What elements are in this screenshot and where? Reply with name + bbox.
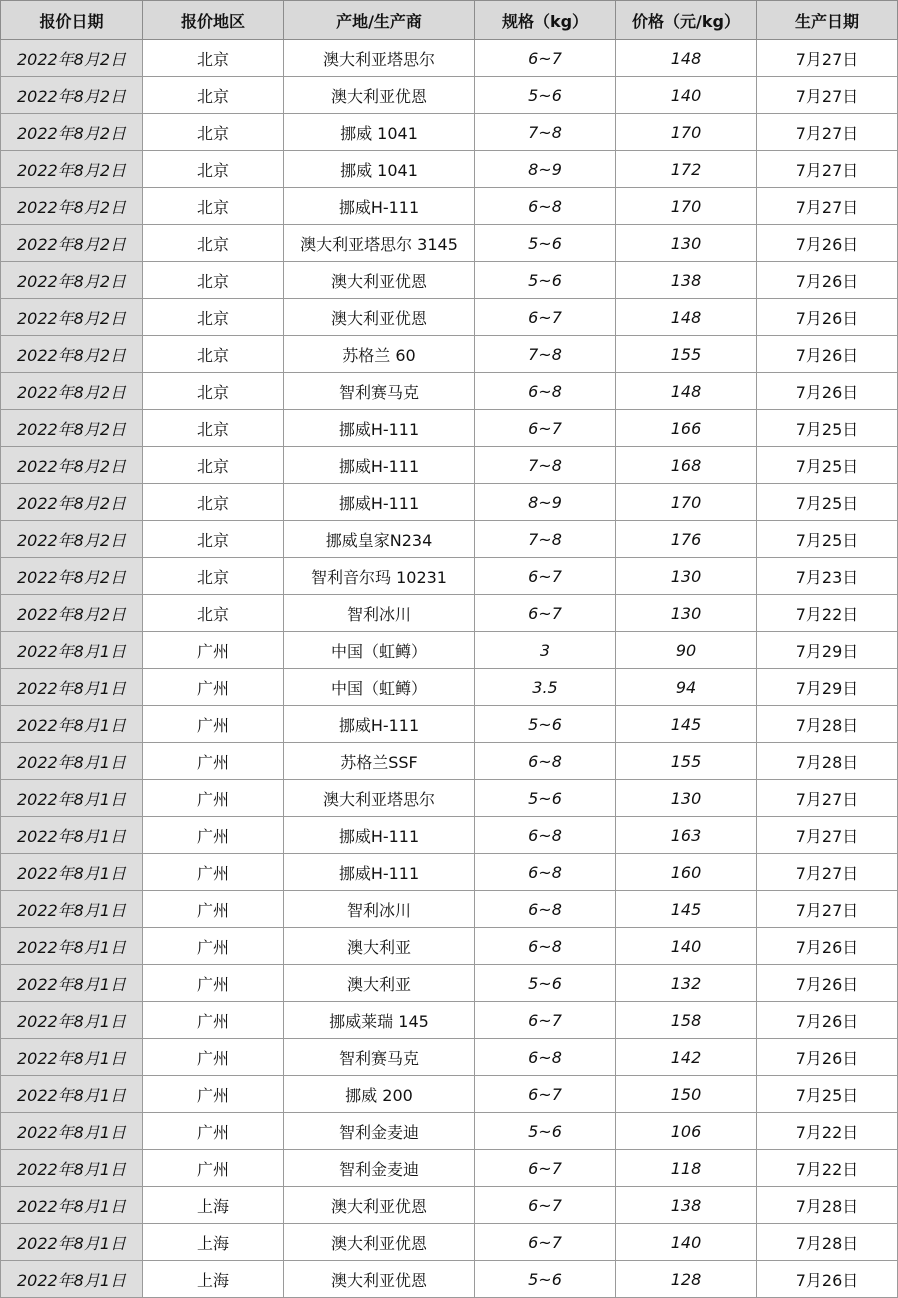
price-cell: 150 <box>616 1076 757 1113</box>
producer-cell: 澳大利亚优恩 <box>284 299 475 336</box>
price-cell: 155 <box>616 743 757 780</box>
producer-cell: 智利冰川 <box>284 595 475 632</box>
producer-cell: 挪威H-111 <box>284 188 475 225</box>
spec-cell: 6~7 <box>475 410 616 447</box>
region-cell: 广州 <box>143 743 284 780</box>
table-row <box>1 965 898 1002</box>
region-cell: 上海 <box>143 1261 284 1298</box>
producer-cell: 苏格兰 60 <box>284 336 475 373</box>
production-date-cell: 7月26日 <box>757 373 898 410</box>
price-cell: 128 <box>616 1261 757 1298</box>
spec-cell: 6~7 <box>475 299 616 336</box>
table-row <box>1 410 898 447</box>
price-cell: 138 <box>616 1187 757 1224</box>
spec-cell: 7~8 <box>475 447 616 484</box>
production-date-cell: 7月25日 <box>757 521 898 558</box>
region-cell: 北京 <box>143 114 284 151</box>
price-cell: 132 <box>616 965 757 1002</box>
region-cell: 北京 <box>143 77 284 114</box>
price-cell: 160 <box>616 854 757 891</box>
region-cell: 北京 <box>143 336 284 373</box>
producer-cell: 挪威H-111 <box>284 410 475 447</box>
spec-cell: 6~7 <box>475 595 616 632</box>
header-quote-region: 报价地区 <box>143 1 284 40</box>
spec-cell: 5~6 <box>475 77 616 114</box>
table-row <box>1 706 898 743</box>
spec-cell: 5~6 <box>475 780 616 817</box>
region-cell: 北京 <box>143 558 284 595</box>
spec-cell: 6~8 <box>475 188 616 225</box>
production-date-cell: 7月26日 <box>757 1002 898 1039</box>
quote-date-cell: 2022年8月1日 <box>1 1187 143 1224</box>
producer-cell: 智利冰川 <box>284 891 475 928</box>
spec-cell: 6~7 <box>475 40 616 77</box>
header-production-date: 生产日期 <box>757 1 898 40</box>
region-cell: 北京 <box>143 410 284 447</box>
price-cell: 130 <box>616 595 757 632</box>
quote-date-cell: 2022年8月2日 <box>1 225 143 262</box>
quote-date-cell: 2022年8月1日 <box>1 780 143 817</box>
spec-cell: 5~6 <box>475 1113 616 1150</box>
region-cell: 北京 <box>143 151 284 188</box>
spec-cell: 6~8 <box>475 373 616 410</box>
producer-cell: 挪威H-111 <box>284 854 475 891</box>
header-spec-kg: 规格（kg） <box>475 1 616 40</box>
spec-cell: 3.5 <box>475 669 616 706</box>
producer-cell: 挪威 200 <box>284 1076 475 1113</box>
spec-cell: 6~8 <box>475 817 616 854</box>
table-row <box>1 77 898 114</box>
quote-date-cell: 2022年8月1日 <box>1 891 143 928</box>
quote-date-cell: 2022年8月2日 <box>1 114 143 151</box>
table-row <box>1 225 898 262</box>
table-header <box>1 1 898 40</box>
price-cell: 90 <box>616 632 757 669</box>
production-date-cell: 7月23日 <box>757 558 898 595</box>
spec-cell: 6~8 <box>475 743 616 780</box>
quote-date-cell: 2022年8月2日 <box>1 262 143 299</box>
producer-cell: 澳大利亚 <box>284 928 475 965</box>
production-date-cell: 7月27日 <box>757 891 898 928</box>
region-cell: 北京 <box>143 188 284 225</box>
region-cell: 上海 <box>143 1224 284 1261</box>
quote-date-cell: 2022年8月2日 <box>1 299 143 336</box>
producer-cell: 中国（虹鳟） <box>284 669 475 706</box>
producer-cell: 澳大利亚塔思尔 <box>284 780 475 817</box>
price-cell: 172 <box>616 151 757 188</box>
quote-date-cell: 2022年8月2日 <box>1 188 143 225</box>
region-cell: 广州 <box>143 1002 284 1039</box>
price-cell: 106 <box>616 1113 757 1150</box>
table-row <box>1 1076 898 1113</box>
production-date-cell: 7月29日 <box>757 669 898 706</box>
table-row <box>1 114 898 151</box>
region-cell: 北京 <box>143 299 284 336</box>
price-cell: 94 <box>616 669 757 706</box>
producer-cell: 挪威H-111 <box>284 817 475 854</box>
spec-cell: 6~8 <box>475 928 616 965</box>
region-cell: 广州 <box>143 1113 284 1150</box>
production-date-cell: 7月28日 <box>757 743 898 780</box>
producer-cell: 澳大利亚优恩 <box>284 1261 475 1298</box>
price-cell: 130 <box>616 225 757 262</box>
region-cell: 北京 <box>143 373 284 410</box>
table-row <box>1 669 898 706</box>
price-cell: 130 <box>616 780 757 817</box>
table-row <box>1 447 898 484</box>
table-row <box>1 1150 898 1187</box>
table-body <box>1 40 898 1298</box>
region-cell: 北京 <box>143 262 284 299</box>
region-cell: 广州 <box>143 1039 284 1076</box>
price-cell: 140 <box>616 928 757 965</box>
region-cell: 广州 <box>143 632 284 669</box>
production-date-cell: 7月27日 <box>757 40 898 77</box>
table-row <box>1 854 898 891</box>
production-date-cell: 7月25日 <box>757 447 898 484</box>
table-row <box>1 336 898 373</box>
production-date-cell: 7月27日 <box>757 188 898 225</box>
producer-cell: 澳大利亚 <box>284 965 475 1002</box>
price-cell: 170 <box>616 188 757 225</box>
quote-date-cell: 2022年8月2日 <box>1 373 143 410</box>
spec-cell: 6~7 <box>475 558 616 595</box>
price-cell: 148 <box>616 373 757 410</box>
price-cell: 148 <box>616 299 757 336</box>
table-row <box>1 1039 898 1076</box>
production-date-cell: 7月26日 <box>757 225 898 262</box>
production-date-cell: 7月28日 <box>757 706 898 743</box>
quote-date-cell: 2022年8月1日 <box>1 1113 143 1150</box>
quote-date-cell: 2022年8月2日 <box>1 77 143 114</box>
price-cell: 166 <box>616 410 757 447</box>
production-date-cell: 7月27日 <box>757 817 898 854</box>
producer-cell: 中国（虹鳟） <box>284 632 475 669</box>
header-quote-date: 报价日期 <box>1 1 143 40</box>
quote-date-cell: 2022年8月1日 <box>1 854 143 891</box>
price-cell: 140 <box>616 1224 757 1261</box>
region-cell: 北京 <box>143 40 284 77</box>
quote-date-cell: 2022年8月1日 <box>1 1224 143 1261</box>
producer-cell: 苏格兰SSF <box>284 743 475 780</box>
production-date-cell: 7月27日 <box>757 77 898 114</box>
producer-cell: 澳大利亚塔思尔 <box>284 40 475 77</box>
production-date-cell: 7月27日 <box>757 780 898 817</box>
quote-date-cell: 2022年8月2日 <box>1 40 143 77</box>
quote-date-cell: 2022年8月1日 <box>1 928 143 965</box>
price-cell: 168 <box>616 447 757 484</box>
header-price-yuan-per-kg: 价格（元/kg） <box>616 1 757 40</box>
production-date-cell: 7月26日 <box>757 299 898 336</box>
producer-cell: 智利赛马克 <box>284 373 475 410</box>
production-date-cell: 7月29日 <box>757 632 898 669</box>
spec-cell: 6~8 <box>475 1039 616 1076</box>
production-date-cell: 7月27日 <box>757 151 898 188</box>
producer-cell: 挪威H-111 <box>284 484 475 521</box>
price-cell: 170 <box>616 114 757 151</box>
table-row <box>1 521 898 558</box>
producer-cell: 智利金麦迪 <box>284 1113 475 1150</box>
spec-cell: 6~7 <box>475 1002 616 1039</box>
region-cell: 上海 <box>143 1187 284 1224</box>
header-origin-producer: 产地/生产商 <box>284 1 475 40</box>
production-date-cell: 7月25日 <box>757 1076 898 1113</box>
production-date-cell: 7月22日 <box>757 1150 898 1187</box>
production-date-cell: 7月26日 <box>757 965 898 1002</box>
producer-cell: 挪威 1041 <box>284 151 475 188</box>
production-date-cell: 7月25日 <box>757 484 898 521</box>
production-date-cell: 7月26日 <box>757 1261 898 1298</box>
table-row <box>1 1113 898 1150</box>
region-cell: 广州 <box>143 706 284 743</box>
quote-date-cell: 2022年8月1日 <box>1 706 143 743</box>
spec-cell: 6~7 <box>475 1224 616 1261</box>
table-row <box>1 262 898 299</box>
table-row <box>1 632 898 669</box>
price-cell: 148 <box>616 40 757 77</box>
spec-cell: 6~7 <box>475 1187 616 1224</box>
production-date-cell: 7月27日 <box>757 114 898 151</box>
region-cell: 北京 <box>143 595 284 632</box>
quote-date-cell: 2022年8月1日 <box>1 669 143 706</box>
spec-cell: 6~7 <box>475 1150 616 1187</box>
region-cell: 广州 <box>143 928 284 965</box>
price-cell: 140 <box>616 77 757 114</box>
quote-date-cell: 2022年8月1日 <box>1 1002 143 1039</box>
region-cell: 北京 <box>143 447 284 484</box>
region-cell: 广州 <box>143 1076 284 1113</box>
table-row <box>1 484 898 521</box>
quote-date-cell: 2022年8月1日 <box>1 632 143 669</box>
header-row <box>1 1 898 40</box>
quote-date-cell: 2022年8月1日 <box>1 1261 143 1298</box>
spec-cell: 3 <box>475 632 616 669</box>
region-cell: 广州 <box>143 854 284 891</box>
price-cell: 145 <box>616 706 757 743</box>
region-cell: 北京 <box>143 521 284 558</box>
table-row <box>1 40 898 77</box>
price-cell: 176 <box>616 521 757 558</box>
producer-cell: 澳大利亚优恩 <box>284 262 475 299</box>
spec-cell: 8~9 <box>475 484 616 521</box>
table-row <box>1 743 898 780</box>
table-row <box>1 891 898 928</box>
region-cell: 广州 <box>143 817 284 854</box>
producer-cell: 澳大利亚塔思尔 3145 <box>284 225 475 262</box>
quote-date-cell: 2022年8月2日 <box>1 558 143 595</box>
spec-cell: 5~6 <box>475 706 616 743</box>
spec-cell: 5~6 <box>475 1261 616 1298</box>
price-cell: 158 <box>616 1002 757 1039</box>
production-date-cell: 7月22日 <box>757 1113 898 1150</box>
table-row <box>1 780 898 817</box>
spec-cell: 6~8 <box>475 891 616 928</box>
table-row <box>1 1224 898 1261</box>
quote-date-cell: 2022年8月2日 <box>1 521 143 558</box>
quote-date-cell: 2022年8月2日 <box>1 410 143 447</box>
price-cell: 130 <box>616 558 757 595</box>
price-cell: 142 <box>616 1039 757 1076</box>
table-row <box>1 1002 898 1039</box>
production-date-cell: 7月26日 <box>757 1039 898 1076</box>
spec-cell: 5~6 <box>475 225 616 262</box>
production-date-cell: 7月22日 <box>757 595 898 632</box>
producer-cell: 挪威H-111 <box>284 447 475 484</box>
production-date-cell: 7月26日 <box>757 262 898 299</box>
spec-cell: 5~6 <box>475 262 616 299</box>
spec-cell: 7~8 <box>475 521 616 558</box>
producer-cell: 澳大利亚优恩 <box>284 1224 475 1261</box>
producer-cell: 挪威莱瑞 145 <box>284 1002 475 1039</box>
quote-date-cell: 2022年8月2日 <box>1 447 143 484</box>
production-date-cell: 7月26日 <box>757 336 898 373</box>
table-row <box>1 151 898 188</box>
producer-cell: 挪威皇家N234 <box>284 521 475 558</box>
production-date-cell: 7月25日 <box>757 410 898 447</box>
price-cell: 163 <box>616 817 757 854</box>
quote-date-cell: 2022年8月1日 <box>1 743 143 780</box>
quote-date-cell: 2022年8月1日 <box>1 1039 143 1076</box>
quote-date-cell: 2022年8月2日 <box>1 595 143 632</box>
production-date-cell: 7月27日 <box>757 854 898 891</box>
producer-cell: 智利音尔玛 10231 <box>284 558 475 595</box>
table-row <box>1 188 898 225</box>
spec-cell: 5~6 <box>475 965 616 1002</box>
table-row <box>1 1187 898 1224</box>
producer-cell: 澳大利亚优恩 <box>284 77 475 114</box>
spec-cell: 7~8 <box>475 114 616 151</box>
table-row <box>1 299 898 336</box>
table-row <box>1 928 898 965</box>
region-cell: 北京 <box>143 484 284 521</box>
price-cell: 170 <box>616 484 757 521</box>
region-cell: 北京 <box>143 225 284 262</box>
price-cell: 155 <box>616 336 757 373</box>
producer-cell: 智利金麦迪 <box>284 1150 475 1187</box>
table-row <box>1 558 898 595</box>
quote-date-cell: 2022年8月1日 <box>1 817 143 854</box>
quote-date-cell: 2022年8月1日 <box>1 1076 143 1113</box>
spec-cell: 6~8 <box>475 854 616 891</box>
production-date-cell: 7月26日 <box>757 928 898 965</box>
spec-cell: 7~8 <box>475 336 616 373</box>
region-cell: 广州 <box>143 891 284 928</box>
producer-cell: 澳大利亚优恩 <box>284 1187 475 1224</box>
price-cell: 145 <box>616 891 757 928</box>
quote-date-cell: 2022年8月1日 <box>1 965 143 1002</box>
price-cell: 138 <box>616 262 757 299</box>
price-cell: 118 <box>616 1150 757 1187</box>
region-cell: 广州 <box>143 1150 284 1187</box>
table-row <box>1 817 898 854</box>
quote-date-cell: 2022年8月2日 <box>1 484 143 521</box>
quote-date-cell: 2022年8月2日 <box>1 336 143 373</box>
spec-cell: 6~7 <box>475 1076 616 1113</box>
region-cell: 广州 <box>143 780 284 817</box>
table-row <box>1 373 898 410</box>
table-row <box>1 595 898 632</box>
quote-date-cell: 2022年8月2日 <box>1 151 143 188</box>
production-date-cell: 7月28日 <box>757 1224 898 1261</box>
producer-cell: 挪威 1041 <box>284 114 475 151</box>
quote-date-cell: 2022年8月1日 <box>1 1150 143 1187</box>
spec-cell: 8~9 <box>475 151 616 188</box>
producer-cell: 智利赛马克 <box>284 1039 475 1076</box>
region-cell: 广州 <box>143 965 284 1002</box>
producer-cell: 挪威H-111 <box>284 706 475 743</box>
production-date-cell: 7月28日 <box>757 1187 898 1224</box>
region-cell: 广州 <box>143 669 284 706</box>
